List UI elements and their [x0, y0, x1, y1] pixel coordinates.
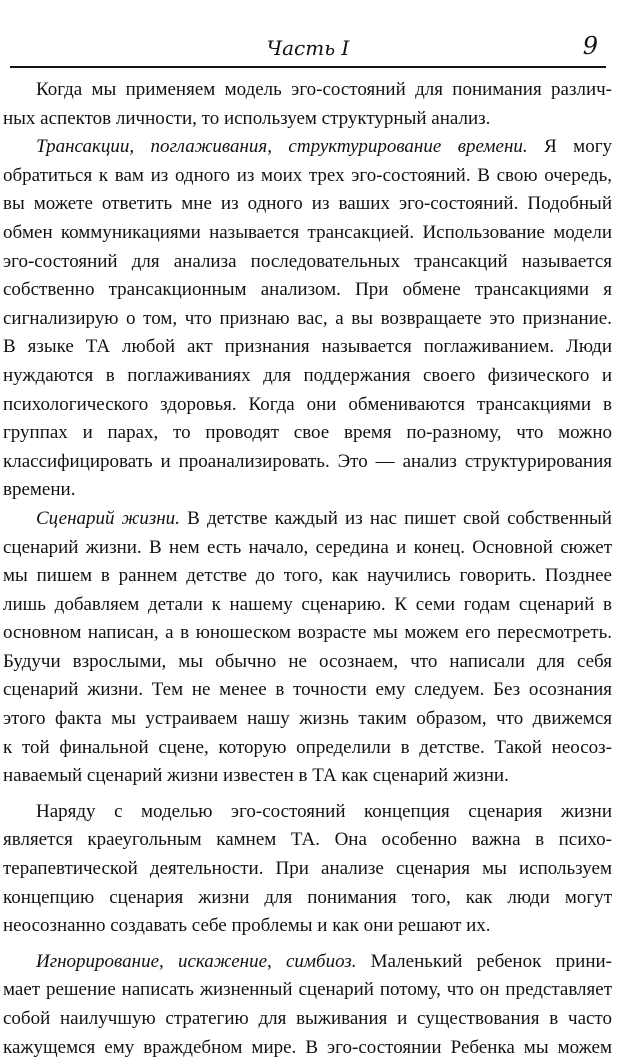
text-line: мы пишем в раннем детстве до того, как научились говорить. Позднее: [3, 565, 612, 587]
text-line: сценарий жизни. Тем не менее в точности ему следуем. Без осознания: [3, 679, 612, 701]
paragraph-structural-analysis: [3, 76, 612, 133]
text-line: группах и парах, то проводят свое время по-разному, что можно: [3, 422, 612, 444]
section-title: Сценарий жизни.: [36, 507, 180, 529]
text-line: сценарий жизни. В нем есть начало, середина и конец. Основной сюжет: [3, 536, 612, 558]
text-line: времени.: [3, 479, 76, 501]
text-line: [3, 505, 612, 534]
text-line: наваемый сценарий жизни известен в ТА как сценарий жизни.: [3, 765, 509, 787]
text-line: психологического здоровья. Когда они обмениваются трансакциями в: [3, 393, 612, 415]
text-line: собственно трансакционным анализом. При обмене трансакциями я: [3, 279, 612, 301]
text-line: классифицировать и проанализировать. Это — анализ структурирования: [3, 450, 612, 472]
text-line: мает решение написать жизненный сценарий потому, что он представляет: [3, 979, 612, 1001]
text-line: лишь добавляем детали к нашему сценарию. К семи годам сценарий в: [3, 593, 612, 615]
paragraph-transactions: [3, 133, 612, 505]
text-line: эго-состояний для анализа последовательных трансакций называется: [3, 250, 612, 272]
page-number: 9: [582, 32, 598, 60]
text-line: Будучи взрослыми, мы обычно не осознаем, что написали для себя: [3, 650, 612, 672]
text-line: Наряду с моделью эго-состояний концепция сценария жизни: [36, 800, 612, 822]
paragraph-ignoring: [3, 948, 612, 1062]
text-line: [3, 948, 612, 977]
text-line: к той финальной сцене, которую определили в детстве. Такой неосоз-: [3, 736, 612, 758]
text-line: В языке ТА любой акт признания называется поглаживанием. Люди: [3, 336, 612, 358]
section-title-continuation: Я могу: [527, 136, 612, 158]
section-title: Трансакции, поглаживания, структурирование времени.: [36, 136, 528, 158]
chapter-title: Часть I: [266, 36, 350, 60]
text-line: собой наилучшую стратегию для выживания и существования в часто: [3, 1008, 612, 1029]
main-text: [3, 76, 612, 1062]
section-title-continuation: В детстве каждый из нас пишет свой собственный: [179, 507, 612, 529]
text-line: вы можете ответить мне из одного из ваших эго-состояний. Подобный: [3, 193, 612, 215]
section-title: Игнорирование, искажение, симбиоз.: [36, 950, 357, 972]
text-line: концепцию сценария жизни для понимания того, как люди могут: [3, 886, 612, 908]
text-line: ных аспектов личности, то используем структурный анализ.: [3, 107, 491, 129]
paragraph-script-concept: [3, 798, 612, 941]
text-line: сигнализирую о том, что признаю вас, а вы возвращаете это признание.: [3, 307, 612, 329]
text-line: основном написан, а в юношеском возрасте мы можем его пересмотреть.: [3, 622, 612, 644]
text-line: Когда мы применяем модель эго-состояний для понимания различ-: [36, 79, 612, 100]
text-line: этого факта мы устраиваем нашу жизнь таким образом, что движемся: [3, 708, 612, 730]
text-line: нуждаются в поглаживаниях для поддержания своего физического и: [3, 364, 612, 386]
paragraph-life-script: [3, 505, 612, 791]
text-line: [3, 133, 612, 162]
text-line: является краеугольным камнем ТА. Она особенно важна в психо-: [3, 829, 612, 851]
text-line: неосознанно создавать себе проблемы и как они решают их.: [3, 915, 491, 937]
text-line: обмен коммуникациями называется трансакцией. Использование модели: [3, 221, 612, 243]
text-line: обратиться к вам из одного из моих трех эго-состояний. В свою очередь,: [3, 164, 612, 186]
paragraph-spacing: [3, 941, 612, 948]
paragraph-spacing: [3, 791, 612, 798]
text-line: терапевтической деятельности. При анализе сценария мы используем: [3, 858, 612, 880]
text-line: кажущемся ему враждебном мире. В эго-состоянии Ребенка мы можем: [3, 1036, 612, 1058]
section-title-continuation: Маленький ребенок прини-: [356, 950, 612, 972]
running-header: [10, 34, 606, 68]
